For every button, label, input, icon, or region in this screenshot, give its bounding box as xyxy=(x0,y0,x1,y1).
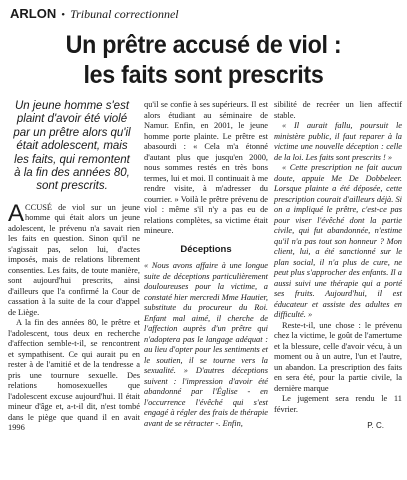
headline xyxy=(14,30,393,90)
headline-line-1: Un prêtre accusé de viol : xyxy=(65,31,342,59)
headline-line-2: les faits sont prescrits xyxy=(83,61,324,89)
column-1 xyxy=(8,100,140,434)
subheading: Déceptions xyxy=(180,243,232,255)
paragraph: Le jugement sera rendu le 11 février. xyxy=(274,394,402,414)
paragraph: sibilité de recréer un lien affectif stable. xyxy=(274,100,402,120)
paragraph-text: CCUSÉ de viol sur un jeune homme qui était alors un jeune adolescent, le prévenu n'a savait rien les faits en question. Sinon qu'il ne s'agissait pas, selon lui, d'actes imposés, mais de relations librement consenties. Les faits, de toute manière, sont aujourd'hui prescrits, ainsi d'ailleurs que l'a confirmé la Cour de cassation à la suite de la cour d'appel de Liège. xyxy=(8,202,140,317)
drop-cap: A xyxy=(8,199,25,227)
paragraph: A la fin des années 80, le prêtre et l'adolescent, tous deux en recherche d'affection semble-t-il, se rencontrent et sympathisent. Ce qui aurait pu en rester à de l'amitié et de la tendresse a pris une tournure sexuelle. Des relations homosexuelles que l'adolescent excuse aujourd'hui. Il était mineur d'âge et, a-t-il dit, n'est tombé dans le piège que quand il en avait 1996 xyxy=(8,318,140,433)
region-label: ARLON xyxy=(10,6,57,21)
paragraph: « Il aurait fallu, poursuit le ministère public, il faut reparer à la victime une nouvelle déception : celle de la loi. Les faits sont prescrits ! » xyxy=(274,121,402,162)
column-3 xyxy=(274,100,402,432)
author-signature: P. C. xyxy=(367,421,384,430)
rubric xyxy=(10,6,179,22)
section-label: Tribunal correctionnel xyxy=(70,7,179,21)
paragraph: « Cette prescription ne fait aucun doute, appuie Me De Dobbeleer. Lorsque plainte a été déposée, cette prescription courait d'ailleurs déjà. Si on a impliqué le prêtre, c'est-ce pas pour viser l'évêché dont la partie civile, qui fut abandonnée, n'estime qu'il n'a pas tout son honneur ? Mon client, lui, a été sanctionné sur le plan social, il n'a plus de cure, ne peut plus s'approcher des enfants. Il a aussi suivi une thérapie qui a porté ses fruits. Aujourd'hui, il est éducateur et assiste des adultes en difficulté. » xyxy=(274,163,402,319)
paragraph xyxy=(8,199,140,319)
paragraph: qu'il se confie à ses supérieurs. Il est alors étudiant au séminaire de Namur. Enfin, en 2001, le jeune homme porte plainte. Le prêtre est abasourdi : « Cela m'a étonné d'autant plus que jusqu'en 2000, nous sommes restés en très bons termes, lui et moi. Il continuait à me rendre visite, à m'adresser du courrier. » Voilà le prêtre prévenu de viol : même s'il n'y a pas eu de relations complètes, sa victime était mineure. xyxy=(144,100,268,235)
column-2 xyxy=(144,100,268,429)
lead-paragraph: Un jeune homme s'est plaint d'avoir été violé par un prêtre alors qu'il était adolescent, mais les faits, qui remontent à la fin des années 80, sont prescrits. xyxy=(13,100,131,193)
bullet-icon: • xyxy=(61,9,66,21)
paragraph: Reste-t-il, une chose : le prévenu chez la victime, le goût de l'amertume et la blessure, celle d'avoir vécu, à un moment ou à un autre, l'un et l'autre, un abandon. La prescription des faits en sera été, pour la partie civile, la dernière marque xyxy=(274,320,402,393)
paragraph: « Nous avons affaire à une longue suite de déceptions particulièrement douloureuses pour la victime, a constaté hier mercredi Mme Hautier, substitute du procureur du Roi. Enfant mal aimé, il cherche de l'affection auprès d'un prêtre qui n'adoptera pas le langage adéquat : au lieu d'opter pour les sentiments et le soutien, il se tourne vers la sexualité. » D'autres déceptions suivent : l'impression d'avoir été abandonné par l'Église - en l'occurrence l'évêché qui s'est engagé à régler des frais de thérapie avant de se rétracter -. Enfin, xyxy=(144,261,268,428)
